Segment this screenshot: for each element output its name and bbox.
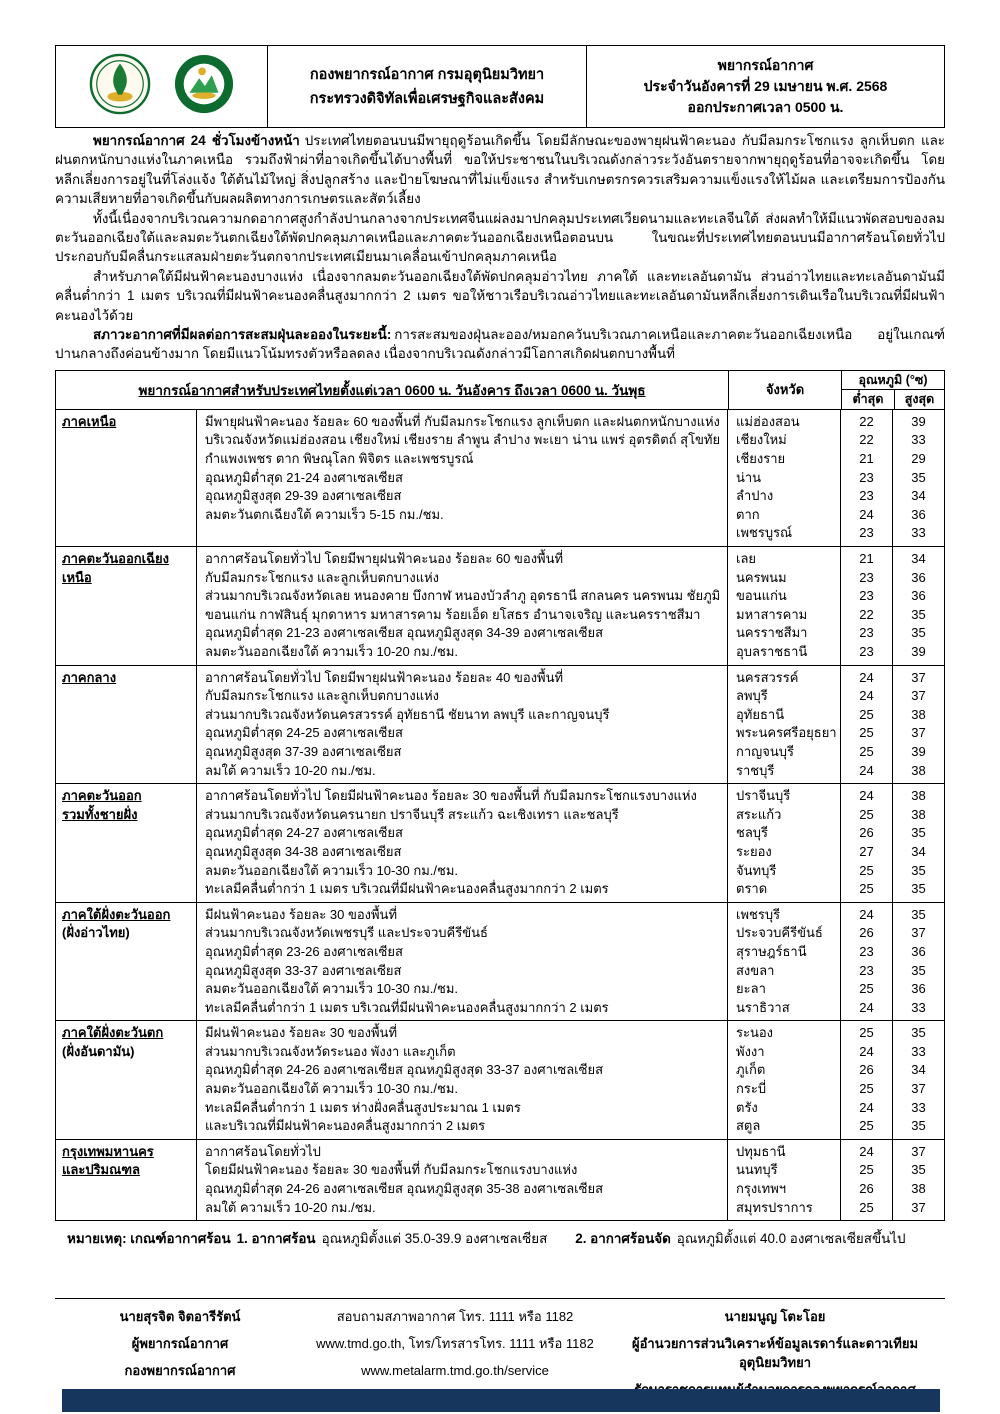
- region-row-5: [56, 1020, 944, 1139]
- province-max-temp: 36: [911, 943, 926, 959]
- region-name-cell: [56, 903, 196, 1021]
- province-max-temp: 33: [911, 1043, 926, 1059]
- region-row-3: [56, 783, 944, 902]
- province-max-temp: 35: [911, 962, 926, 978]
- region-forecast-cell: [196, 903, 727, 1021]
- province-min-temp: 25: [859, 1081, 874, 1097]
- forecast-line: อากาศร้อนโดยทั่วไป โดยมีฝนฟ้าคะนอง ร้อยละ 30 ของพื้นที่ กับมีลมกระโชกแรงบางแห่ง: [205, 788, 697, 804]
- province-min-temp: 24: [859, 506, 874, 522]
- province-min-temp-cell: [840, 410, 892, 546]
- forecast-line: ส่วนมากบริเวณจังหวัดนครนายก ปราจีนบุรี สระแก้ว ฉะเชิงเทรา และชลบุรี: [205, 806, 619, 822]
- province-max-temp: 38: [911, 1181, 926, 1197]
- province-name: เชียงราย: [736, 451, 786, 467]
- forecast-line: อากาศร้อนโดยทั่วไป โดยมีพายุฝนฟ้าคะนอง ร้อยละ 60 ของพื้นที่: [205, 551, 564, 567]
- province-names-cell: [727, 903, 840, 1021]
- province-max-temp: 33: [911, 525, 926, 541]
- province-min-temp-cell: [840, 1021, 892, 1139]
- header-logos-cell: [56, 46, 267, 127]
- region-name-line: ภาคใต้ฝั่งตะวันตก: [62, 1025, 164, 1041]
- forecast-line: อุณหภูมิต่ำสุด 21-23 องศาเซลเซียส อุณหภูมิสูงสุด 34-39 องศาเซลเซียส: [205, 625, 604, 641]
- province-max-temp: 35: [911, 1118, 926, 1134]
- province-min-temp: 22: [859, 606, 874, 622]
- province-max-temp: 38: [911, 706, 926, 722]
- province-max-temp: 37: [911, 1143, 926, 1159]
- province-min-temp: 25: [859, 881, 874, 897]
- tmd-emblem-icon: [173, 53, 235, 120]
- forecaster-name: นายสุรจิต จิตอารีรัตน์: [119, 1309, 241, 1324]
- paragraph-lead: พยากรณ์อากาศ 24 ชั่วโมงข้างหน้า: [93, 133, 300, 148]
- org-line-2: กระทรวงดิจิทัลเพื่อเศรษฐกิจและสังคม: [309, 90, 545, 107]
- paragraph-text: ทั้งนี้เนื่องจากบริเวณความกดอากาศสูงกำลังปานกลางจากประเทศจีนแผ่ลงมาปกคลุมประเทศเวียดนามและทะเลจีนใต้ ส่งผลทำให้มีแนวพัดสอบของลมตะวันออกเฉียงใต้และลมตะวันตกเฉียงใต้พัดปกคลุมภาคเหนือและภาคตะวันออกเฉียงเหนือตอนบน ในขณะที่ประเทศไทยตอนบนมีอากาศร้อนโดยทั่วไป ประกอบกับมีคลื่นกระแสลมฝ่ายตะวันตกจากประเทศเมียนมาเคลื่อนเข้าปกคลุมภาคเหนือ: [55, 210, 945, 265]
- region-forecast-cell: [196, 410, 727, 546]
- province-max-temp: 37: [911, 669, 926, 685]
- forecast-line: ทะเลมีคลื่นต่ำกว่า 1 เมตร บริเวณที่มีฝนฟ้าคะนองคลื่นสูงมากกว่า 2 เมตร: [205, 881, 609, 897]
- province-name: ตรัง: [736, 1099, 758, 1115]
- forecast-line: ลมตะวันออกเฉียงใต้ ความเร็ว 10-30 กม./ชม.: [205, 862, 459, 878]
- max-temp-header: สูงสุด: [894, 390, 944, 409]
- region-name-line: รวมทั้งชายฝั่ง: [62, 806, 138, 822]
- province-name: สุราษฎร์ธานี: [736, 943, 807, 959]
- province-max-temp: 37: [911, 725, 926, 741]
- forecast-line: บริเวณจังหวัดแม่ฮ่องสอน เชียงใหม่ เชียงราย ลำพูน ลำปาง พะเยา น่าน แพร่ อุตรดิตถ์ สุโขทัย: [205, 432, 721, 448]
- forecast-line: กับมีลมกระโชกแรง และลูกเห็บตกบางแห่ง: [205, 569, 439, 585]
- province-max-temp: 37: [911, 925, 926, 941]
- province-name: พังงา: [736, 1043, 765, 1059]
- province-name: กรุงเทพฯ: [736, 1181, 787, 1197]
- province-names-cell: [727, 410, 840, 546]
- province-max-temp: 39: [911, 413, 926, 429]
- forecast-line: ลมใต้ ความเร็ว 10-20 กม./ชม.: [205, 762, 376, 778]
- region-forecast-cell: [196, 547, 727, 665]
- paragraph-synoptic-cause: [55, 209, 945, 267]
- paragraph-lead: สภาวะอากาศที่มีผลต่อการสะสมฝุ่นละอองในระยะนี้:: [93, 327, 392, 343]
- province-name: เลย: [736, 551, 757, 567]
- forecast-line: ส่วนมากบริเวณจังหวัดระนอง พังงา และภูเก็ต: [205, 1043, 456, 1059]
- province-min-temp: 22: [859, 413, 874, 429]
- province-min-temp: 25: [859, 806, 874, 822]
- province-min-temp: 25: [859, 1025, 874, 1041]
- province-max-temp-cell: [892, 784, 944, 902]
- province-names-cell: [727, 547, 840, 665]
- forecast-line: อุณหภูมิต่ำสุด 23-26 องศาเซลเซียส: [205, 943, 403, 959]
- province-max-temp: 35: [911, 1162, 926, 1178]
- province-name: แม่ฮ่องสอน: [736, 413, 800, 429]
- province-max-temp-cell: [892, 410, 944, 546]
- province-max-temp: 37: [911, 688, 926, 704]
- province-min-temp: 24: [859, 762, 874, 778]
- synopsis-section: [55, 131, 945, 364]
- region-row-2: [56, 665, 944, 784]
- province-max-temp: 36: [911, 506, 926, 522]
- forecast-table-header: [56, 371, 944, 409]
- note-item1-label: 1. อากาศร้อน: [236, 1231, 316, 1247]
- ministry-emblem-icon: [89, 53, 151, 120]
- province-name: ขอนแก่น: [736, 588, 787, 604]
- forecast-line: อุณหภูมิต่ำสุด 24-27 องศาเซลเซียส: [205, 825, 403, 841]
- forecast-line: ส่วนมากบริเวณจังหวัดนครสวรรค์ อุทัยธานี ชัยนาท ลพบุรี และกาญจนบุรี: [205, 706, 610, 722]
- region-name-line: กรุงเทพมหานคร: [62, 1143, 154, 1159]
- province-max-temp: 37: [911, 1199, 926, 1215]
- forecast-line: ทะเลมีคลื่นต่ำกว่า 1 เมตร ห่างฝั่งคลื่นสูงประมาณ 1 เมตร: [205, 1099, 521, 1115]
- province-min-temp: 23: [859, 625, 874, 641]
- temperature-unit-header: อุณหภูมิ (°ซ): [842, 371, 944, 390]
- province-min-temp-cell: [840, 666, 892, 784]
- forecast-line: อุณหภูมิสูงสุด 29-39 องศาเซลเซียส: [205, 488, 402, 504]
- forecast-line: อากาศร้อนโดยทั่วไป: [205, 1143, 321, 1159]
- region-row-4: [56, 902, 944, 1021]
- province-name: นครพนม: [736, 569, 787, 585]
- contact-website: www.tmd.go.th, โทร/โทรสารโทร. 1111 หรือ 1182: [316, 1336, 594, 1351]
- province-max-temp: 38: [911, 788, 926, 804]
- region-forecast-cell: [196, 666, 727, 784]
- province-names-cell: [727, 1140, 840, 1220]
- province-min-temp: 25: [859, 862, 874, 878]
- region-name-cell: [56, 1021, 196, 1139]
- paragraph-forecast-24h: [55, 131, 945, 209]
- footer-forecaster-block: [55, 1307, 305, 1399]
- province-min-temp-cell: [840, 547, 892, 665]
- province-min-temp: 25: [859, 1118, 874, 1134]
- province-max-temp: 38: [911, 762, 926, 778]
- province-name: กระบี่: [736, 1081, 767, 1097]
- forecast-line: กับมีลมกระโชกแรง และลูกเห็บตกบางแห่ง: [205, 688, 439, 704]
- province-min-temp: 26: [859, 1062, 874, 1078]
- province-max-temp: 35: [911, 825, 926, 841]
- temperature-subheaders: [842, 390, 944, 409]
- forecast-line: ขอนแก่น กาฬสินธุ์ มุกดาหาร มหาสารคาม ร้อยเอ็ด ยโสธร อำนาจเจริญ และนครราชสีมา: [205, 606, 701, 622]
- province-max-temp-cell: [892, 903, 944, 1021]
- province-max-temp: 35: [911, 469, 926, 485]
- forecast-line: อากาศร้อนโดยทั่วไป โดยมีพายุฝนฟ้าคะนอง ร้อยละ 40 ของพื้นที่: [205, 669, 564, 685]
- province-max-temp: 37: [911, 1081, 926, 1097]
- province-min-temp: 23: [859, 469, 874, 485]
- contact-phone: สอบถามสภาพอากาศ โทร. 1111 หรือ 1182: [336, 1309, 574, 1324]
- province-names-cell: [727, 1021, 840, 1139]
- forecast-table-rows: [56, 409, 944, 1220]
- province-max-temp: 34: [911, 1062, 926, 1078]
- region-forecast-cell: [196, 784, 727, 902]
- forecast-line: อุณหภูมิต่ำสุด 24-26 องศาเซลเซียส อุณหภูมิสูงสุด 35-38 องศาเซลเซียส: [205, 1181, 604, 1197]
- province-name: สมุทรปราการ: [736, 1199, 813, 1215]
- province-name: สตูล: [736, 1118, 761, 1134]
- province-min-temp: 23: [859, 588, 874, 604]
- forecast-line: โดยมีฝนฟ้าคะนอง ร้อยละ 30 ของพื้นที่ กับมีลมกระโชกแรงบางแห่ง: [205, 1162, 578, 1178]
- min-temp-header: ต่ำสุด: [852, 391, 884, 406]
- contact-alert-site: www.metalarm.tmd.go.th/service: [361, 1363, 549, 1378]
- province-min-temp: 25: [859, 706, 874, 722]
- document-footer: [55, 1298, 945, 1399]
- bulletin-title: พยากรณ์อากาศ: [717, 57, 814, 73]
- province-name: ระนอง: [736, 1025, 774, 1041]
- province-max-temp-cell: [892, 1140, 944, 1220]
- province-name: นนทบุรี: [736, 1162, 778, 1178]
- province-name: น่าน: [736, 469, 762, 485]
- region-row-0: [56, 409, 944, 546]
- forecast-line: ทะเลมีคลื่นต่ำกว่า 1 เมตร บริเวณที่มีฝนฟ้าคะนองคลื่นสูงมากกว่า 2 เมตร: [205, 999, 609, 1015]
- forecast-line: อุณหภูมิสูงสุด 34-38 องศาเซลเซียส: [205, 843, 402, 859]
- province-max-temp: 35: [911, 862, 926, 878]
- forecast-line: อุณหภูมิต่ำสุด 24-25 องศาเซลเซียส: [205, 725, 403, 741]
- forecast-period-header: พยากรณ์อากาศสำหรับประเทศไทยตั้งแต่เวลา 0600 น. วันอังคาร ถึงเวลา 0600 น. วันพุธ: [138, 382, 646, 398]
- issuing-org: [267, 46, 587, 127]
- footer-contact-block: [305, 1307, 605, 1399]
- forecast-line: ลมใต้ ความเร็ว 10-20 กม./ชม.: [205, 1199, 376, 1215]
- temperature-column-header: [841, 371, 944, 409]
- document-body: [55, 45, 945, 1248]
- province-min-temp: 24: [859, 906, 874, 922]
- forecast-line: ส่วนมากบริเวณจังหวัดเลย หนองคาย บึงกาฬ หนองบัวลำภู อุดรธานี สกลนคร นครพนม ชัยภูมิ: [205, 588, 721, 604]
- province-min-temp: 23: [859, 962, 874, 978]
- province-min-temp: 24: [859, 669, 874, 685]
- province-max-temp-cell: [892, 547, 944, 665]
- province-name: ภูเก็ต: [736, 1062, 766, 1078]
- region-name-cell: [56, 666, 196, 784]
- bulletin-date: ประจำวันอังคารที่ 29 เมษายน พ.ศ. 2568: [643, 78, 888, 94]
- forecast-line: ลมตะวันออกเฉียงใต้ ความเร็ว 10-30 กม./ชม.: [205, 981, 459, 997]
- province-max-temp: 33: [911, 432, 926, 448]
- province-max-temp: 39: [911, 644, 926, 659]
- province-max-temp-cell: [892, 666, 944, 784]
- province-min-temp: 24: [859, 1099, 874, 1115]
- director-name: นายมนูญ โตะโอย: [724, 1309, 826, 1324]
- province-min-temp: 24: [859, 999, 874, 1015]
- province-min-temp: 22: [859, 432, 874, 448]
- province-min-temp: 24: [859, 1143, 874, 1159]
- region-name-cell: [56, 1140, 196, 1220]
- province-name: ลพบุรี: [736, 688, 768, 704]
- province-max-temp: 35: [911, 881, 926, 897]
- note-line: [55, 1229, 945, 1248]
- province-min-temp: 23: [859, 569, 874, 585]
- province-max-temp: 38: [911, 806, 926, 822]
- forecast-line: ลมตะวันออกเฉียงใต้ ความเร็ว 10-20 กม./ชม.: [205, 644, 459, 659]
- note-label: หมายเหตุ: เกณฑ์อากาศร้อน: [67, 1231, 231, 1247]
- province-max-temp-cell: [892, 1021, 944, 1139]
- province-max-temp: 36: [911, 569, 926, 585]
- province-min-temp: 21: [859, 551, 874, 567]
- province-name: นครสวรรค์: [736, 669, 799, 685]
- footer-columns: [55, 1307, 945, 1399]
- province-min-temp-cell: [840, 903, 892, 1021]
- forecast-line: อุณหภูมิต่ำสุด 24-26 องศาเซลเซียส อุณหภูมิสูงสุด 33-37 องศาเซลเซียส: [205, 1062, 604, 1078]
- forecast-line: กำแพงเพชร ตาก พิษณุโลก พิจิตร และเพชรบูรณ์: [205, 451, 474, 467]
- paragraph-dust-haze: [55, 325, 945, 364]
- province-name: ประจวบคีรีขันธ์: [736, 925, 823, 941]
- province-name: ปราจีนบุรี: [736, 788, 791, 804]
- province-max-temp: 35: [911, 625, 926, 641]
- province-name: นราธิวาส: [736, 999, 790, 1015]
- province-name: ระยอง: [736, 843, 772, 859]
- province-min-temp-cell: [840, 784, 892, 902]
- region-name-cell: [56, 784, 196, 902]
- province-min-temp: 23: [859, 488, 874, 504]
- province-name: สระแก้ว: [736, 806, 782, 822]
- region-name-line: ภาคตะวันออกเฉียงเหนือ: [62, 551, 169, 585]
- province-max-temp: 36: [911, 588, 926, 604]
- province-name: ตราด: [736, 881, 768, 897]
- forecast-line: มีพายุฝนฟ้าคะนอง ร้อยละ 60 ของพื้นที่ กับมีลมกระโชกแรง ลูกเห็บตก และฝนตกหนักบางแห่ง: [205, 413, 720, 429]
- province-max-temp: 34: [911, 488, 926, 504]
- province-name: จันทบุรี: [736, 862, 777, 878]
- province-min-temp: 26: [859, 825, 874, 841]
- province-name: พระนครศรีอยุธยา: [736, 725, 837, 741]
- paragraph-south-marine: [55, 267, 945, 325]
- province-max-temp: 39: [911, 743, 926, 759]
- province-name: เชียงใหม่: [736, 432, 787, 448]
- province-min-temp: 23: [859, 644, 874, 659]
- region-name-line: ภาคเหนือ: [62, 413, 117, 429]
- province-min-temp: 24: [859, 788, 874, 804]
- province-max-temp: 29: [911, 451, 926, 467]
- forecast-line: ลมตะวันออกเฉียงใต้ ความเร็ว 10-30 กม./ชม.: [205, 1081, 459, 1097]
- paragraph-text: สำหรับภาคใต้มีฝนฟ้าคะนองบางแห่ง เนื่องจากลมตะวันออกเฉียงใต้พัดปกคลุมอ่าวไทย ภาคใต้ และทะเลอันดามัน ส่วนอ่าวไทยและทะเลอันดามันมีคลื่นต่ำกว่า 1 เมตร บริเวณที่มีฝนฟ้าคะนองคลื่นสูงมากกว่า 2 เมตร ขอให้ชาวเรือบริเวณอ่าวไทยและทะเลอันดามันหลีกเลี่ยงการเดินเรือในบริเวณที่มีฝนฟ้าคะนองไว้ด้วย: [55, 268, 945, 323]
- region-row-6: [56, 1139, 944, 1220]
- province-min-temp: 24: [859, 688, 874, 704]
- footer-director-block: [605, 1307, 945, 1399]
- province-min-temp: 25: [859, 743, 874, 759]
- province-min-temp: 26: [859, 925, 874, 941]
- note-item1-text: อุณหภูมิตั้งแต่ 35.0-39.9 องศาเซลเซียส: [321, 1231, 548, 1247]
- bulletin-issue-time: ออกประกาศเวลา 0500 น.: [687, 99, 844, 115]
- forecast-line: อุณหภูมิสูงสุด 33-37 องศาเซลเซียส: [205, 962, 402, 978]
- province-names-cell: [727, 666, 840, 784]
- province-name: เพชรบูรณ์: [736, 525, 793, 541]
- bulletin-title-block: [587, 46, 944, 127]
- forecaster-division: กองพยากรณ์อากาศ: [124, 1363, 236, 1378]
- province-max-temp: 35: [911, 606, 926, 622]
- document-header: [55, 45, 945, 128]
- province-max-temp: 34: [911, 551, 926, 567]
- province-max-temp: 35: [911, 906, 926, 922]
- region-subname-line: (ฝั่งอ่าวไทย): [62, 925, 130, 941]
- province-name: นครราชสีมา: [736, 625, 808, 641]
- province-name: ปทุมธานี: [736, 1143, 786, 1159]
- director-title: ผู้อำนวยการส่วนวิเคราะห์ข้อมูลเรดาร์และดาวเทียมอุตุนิยมวิทยา: [631, 1336, 919, 1370]
- province-name: ราชบุรี: [736, 762, 775, 778]
- province-min-temp: 23: [859, 525, 874, 541]
- org-line-1: กองพยากรณ์อากาศ กรมอุตุนิยมวิทยา: [309, 66, 545, 83]
- forecast-line: ลมตะวันตกเฉียงใต้ ความเร็ว 5-15 กม./ชม.: [205, 506, 444, 522]
- forecast-line: และบริเวณที่มีฝนฟ้าคะนองคลื่นสูงมากกว่า 2 เมตร: [205, 1118, 486, 1134]
- region-name-line: ภาคใต้ฝั่งตะวันออก: [62, 906, 171, 922]
- province-max-temp: 33: [911, 999, 926, 1015]
- forecast-line: มีฝนฟ้าคะนอง ร้อยละ 30 ของพื้นที่: [205, 1025, 398, 1041]
- province-names-cell: [727, 784, 840, 902]
- province-max-temp: 33: [911, 1099, 926, 1115]
- province-name: ลำปาง: [736, 488, 774, 504]
- forecaster-title: ผู้พยากรณ์อากาศ: [131, 1336, 229, 1351]
- paragraph-text: ประเทศไทยตอนบนมีพายุฤดูร้อนเกิดขึ้น โดยมีลักษณะของพายุฝนฟ้าคะนอง กับมีลมกระโชกแรง ลูกเห็บตก และฝนตกหนักบางแห่งในภาคเหนือ รวมถึงฟ้าผ่าที่อาจเกิดขึ้นได้บางพื้นที่ ขอให้ประชาชนในบริเวณดังกล่าวระวังอันตรายจากพายุฤดูร้อนที่อาจจะเกิดขึ้น โดยหลีกเลี่ยงการอยู่ในที่โล่งแจ้ง ใต้ต้นไม้ใหญ่ สิ่งปลูกสร้าง และป้ายโฆษณาที่ไม่แข็งแรง สำหรับเกษตรกรควรเสริมความแข็งแรงให้ไม้ผล และเตรียมการป้องกันความเสียหายที่อาจเกิดขึ้นกับผลผลิตทางการเกษตรและสัตว์เลี้ยง: [55, 133, 945, 207]
- bottom-navy-bar: [62, 1389, 940, 1412]
- paragraph-text: การสะสมของฝุ่นละออง/หมอกควันบริเวณภาคเหนือและภาคตะวันออกเฉียงเหนือ อยู่ในเกณฑ์ปานกลางถึงค่อนข้างมาก โดยมีแนวโน้มทรงตัวหรือลดลง เนื่องจากบริเวณดังกล่าวมีโอกาสเกิดฝนตกบางพื้นที่: [55, 327, 945, 362]
- region-row-1: [56, 546, 944, 665]
- forecast-line: อุณหภูมิสูงสุด 37-39 องศาเซลเซียส: [205, 743, 402, 759]
- province-name: มหาสารคาม: [736, 606, 808, 622]
- forecast-line: ส่วนมากบริเวณจังหวัดเพชรบุรี และประจวบคีรีขันธ์: [205, 925, 488, 941]
- province-max-temp: 34: [911, 843, 926, 859]
- forecast-line: มีฝนฟ้าคะนอง ร้อยละ 30 ของพื้นที่: [205, 906, 398, 922]
- province-min-temp: 23: [859, 943, 874, 959]
- region-name-line: ภาคตะวันออก: [62, 788, 142, 804]
- forecast-line: อุณหภูมิต่ำสุด 21-24 องศาเซลเซียส: [205, 469, 403, 485]
- province-name: อุบลราชธานี: [736, 644, 808, 659]
- province-min-temp: 25: [859, 981, 874, 997]
- note-item2-label: 2. อากาศร้อนจัด: [575, 1231, 671, 1247]
- province-name: เพชรบุรี: [736, 906, 781, 922]
- region-forecast-cell: [196, 1140, 727, 1220]
- province-name: ตาก: [736, 506, 760, 522]
- province-min-temp: 25: [859, 725, 874, 741]
- note-item2-text: อุณหภูมิตั้งแต่ 40.0 องศาเซลเซียสขึ้นไป: [676, 1231, 906, 1247]
- province-min-temp: 25: [859, 1162, 874, 1178]
- province-name: ยะลา: [736, 981, 766, 997]
- province-min-temp: 27: [859, 843, 874, 859]
- region-name-line: และปริมณฑล: [62, 1162, 140, 1178]
- province-min-temp: 24: [859, 1043, 874, 1059]
- region-name-cell: [56, 410, 196, 546]
- region-name-line: ภาคกลาง: [62, 669, 117, 685]
- province-max-temp: 35: [911, 1025, 926, 1041]
- province-name: สงขลา: [736, 962, 775, 978]
- province-min-temp-cell: [840, 1140, 892, 1220]
- province-name: อุทัยธานี: [736, 706, 785, 722]
- province-min-temp: 26: [859, 1181, 874, 1197]
- province-max-temp: 36: [911, 981, 926, 997]
- forecast-table: [55, 370, 945, 1221]
- region-name-cell: [56, 547, 196, 665]
- province-name: ชลบุรี: [736, 825, 769, 841]
- province-column-header: จังหวัด: [728, 371, 841, 409]
- province-min-temp: 25: [859, 1199, 874, 1215]
- province-min-temp: 21: [859, 451, 874, 467]
- region-subname-line: (ฝั่งอันดามัน): [62, 1043, 135, 1059]
- region-forecast-cell: [196, 1021, 727, 1139]
- province-name: กาญจนบุรี: [736, 743, 794, 759]
